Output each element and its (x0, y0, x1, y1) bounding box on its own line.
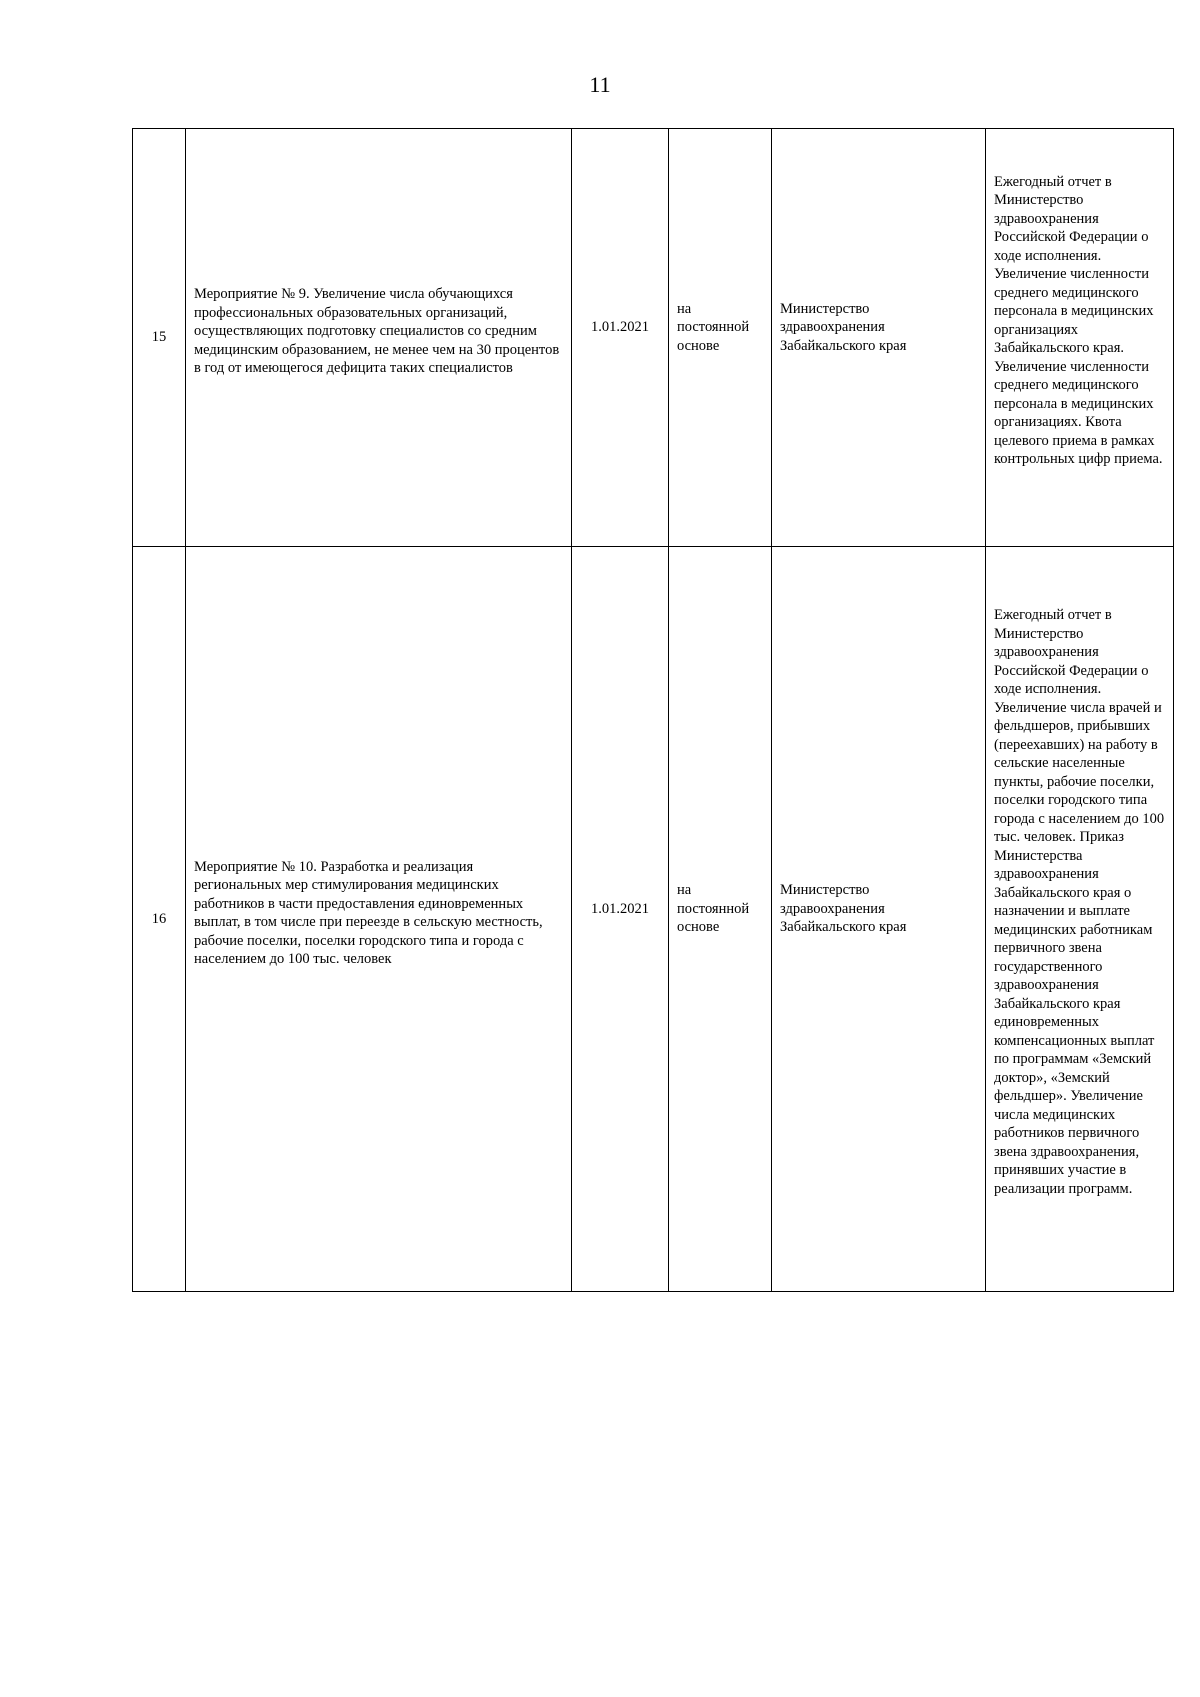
activity-cell (186, 129, 572, 547)
row-number: 16 (151, 910, 167, 927)
start-date: 1.01.2021 (591, 319, 649, 336)
executor-text: Министерство здравоохранения Забайкальского края (780, 882, 907, 936)
result-text: Ежегодный отчет в Министерство здравоохранения Российской Федерации о ходе исполнения. Увеличение численности среднего медицинского персонала в медицинских организациях Забайкальского края. Увеличение численности среднего медицинского персонала в медицинских организациях. Квота целевого приема в рамках контрольных цифр приема. (994, 173, 1163, 467)
date-cell (572, 129, 669, 547)
activity-cell (186, 547, 572, 1292)
activity-text: Мероприятие № 9. Увеличение числа обучающихся профессиональных образовательных организаций, осуществляющих подготовку специалистов со средним медицинским образованием, не менее чем на 30 процентов в год от имеющегося дефицита таких специалистов (194, 286, 560, 377)
date-cell (572, 547, 669, 1292)
row-number: 15 (151, 329, 167, 346)
start-date: 1.01.2021 (591, 900, 649, 917)
term-cell (669, 547, 772, 1292)
result-text: Ежегодный отчет в Министерство здравоохранения Российской Федерации о ходе исполнения. Увеличение числа врачей и фельдшеров, прибывших (переехавших) на работу в сельские населенные пункты, рабочие поселки, поселки городского типа города с населением до 100 тыс. человек. Приказ Министерства здравоохранения Забайкальского края о назначении и выплате медицинских работникам первичного звена государственного здравоохранения Забайкальского края единовременных компенсационных выплат по программам «Земский доктор», «Земский фельдшер». Увеличение числа медицинских работников первичного звена здравоохранения, принявших участие в реализации программ. (994, 607, 1165, 1197)
table-row (133, 129, 1174, 547)
row-number-cell (133, 547, 186, 1292)
term-text: на постоянной основе (677, 300, 750, 354)
activity-text: Мероприятие № 10. Разработка и реализация региональных мер стимулирования медицинских работников в части предоставления единовременных выплат, в том числе при переезде в сельскую местность, рабочие поселки, поселки городского типа и города с населением до 100 тыс. человек (194, 858, 543, 967)
executor-cell (772, 547, 986, 1292)
term-cell (669, 129, 772, 547)
row-number-cell (133, 129, 186, 547)
table-row (133, 547, 1174, 1292)
activities-table (132, 128, 1174, 1292)
result-cell (986, 547, 1174, 1292)
page-number: 11 (589, 72, 611, 97)
result-cell (986, 129, 1174, 547)
term-text: на постоянной основе (677, 882, 750, 936)
executor-text: Министерство здравоохранения Забайкальского края (780, 300, 907, 354)
executor-cell (772, 129, 986, 547)
